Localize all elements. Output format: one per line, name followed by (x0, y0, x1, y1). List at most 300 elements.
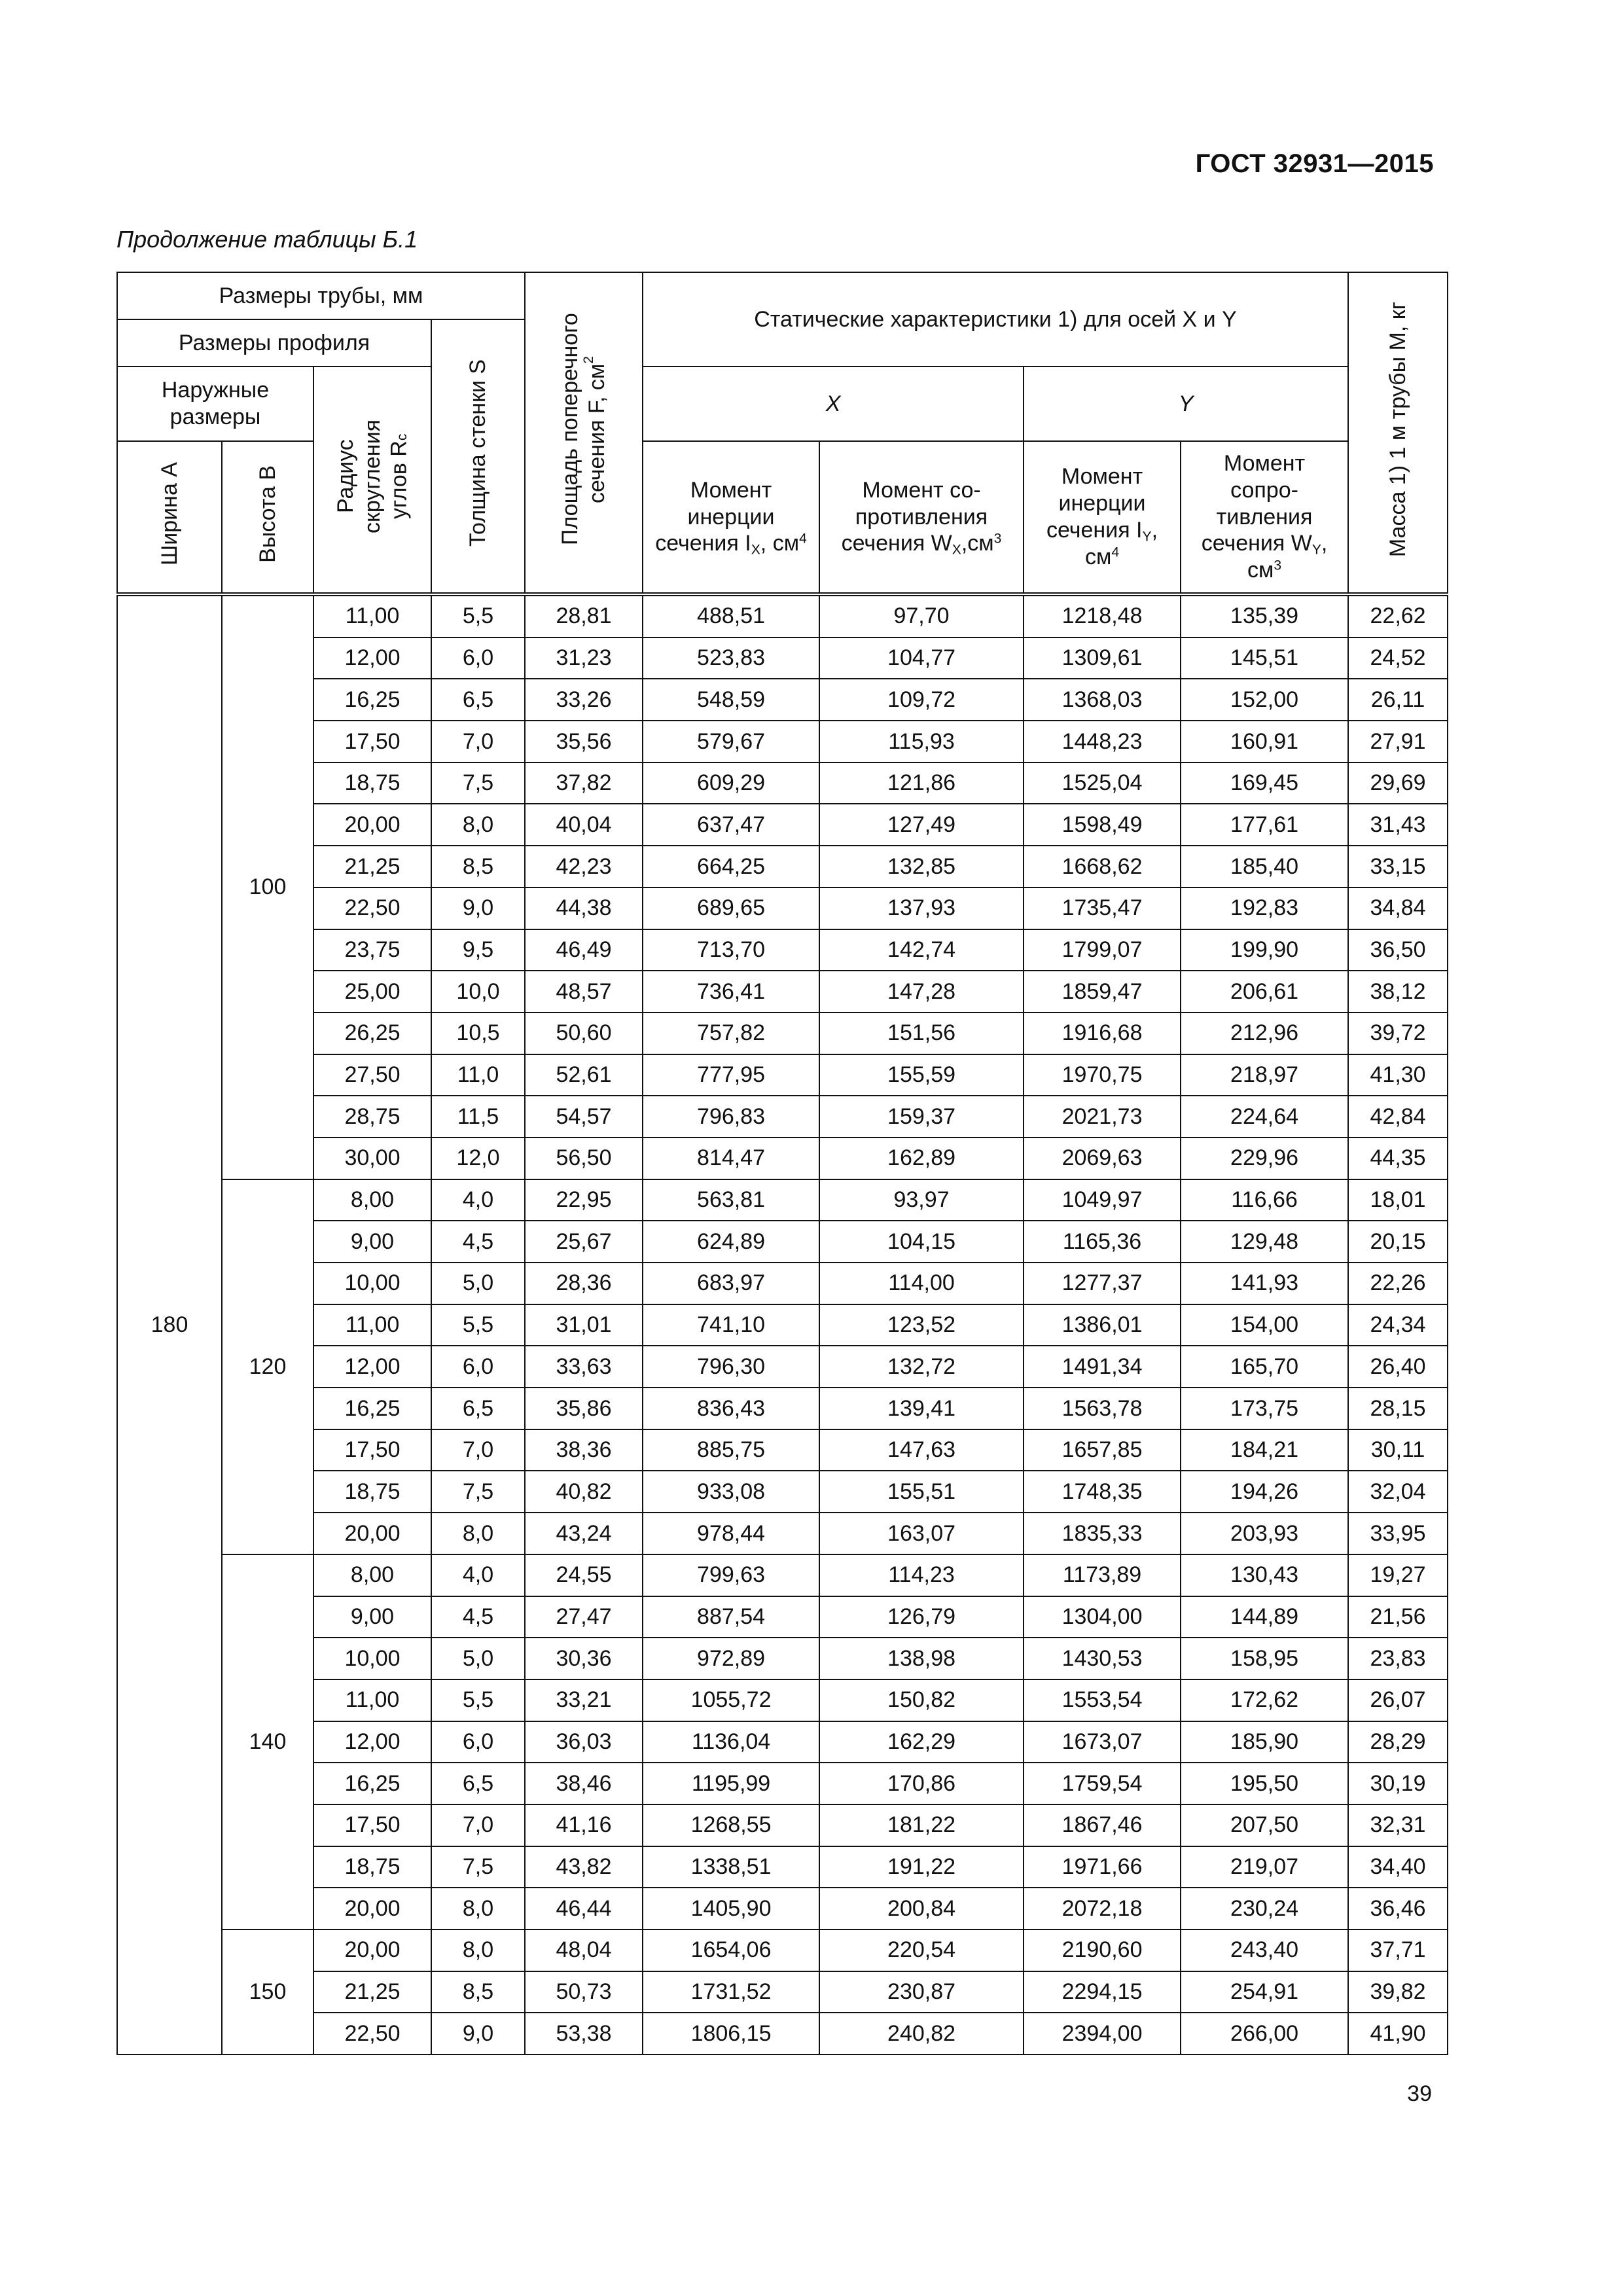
table-cell: 1136,04 (643, 1721, 819, 1763)
table-cell: 159,37 (819, 1096, 1024, 1138)
table-cell: 154,00 (1181, 1304, 1348, 1346)
cell-width-a: 180 (117, 594, 222, 2054)
table-cell: 17,50 (313, 721, 431, 762)
table-row (117, 721, 1448, 762)
table-cell: 33,21 (525, 1679, 643, 1721)
table-cell: 23,83 (1348, 1638, 1448, 1679)
header-moment-resistance-y: Момент сопро-тивления сечения $W_Y$, $см^3$ (1181, 441, 1348, 594)
table-cell: 46,44 (525, 1888, 643, 1929)
table-cell: 8,00 (313, 1179, 431, 1221)
table-cell: 37,82 (525, 762, 643, 804)
header-profile-dimensions: Размеры профиля (117, 319, 431, 367)
table-cell: 17,50 (313, 1429, 431, 1471)
table-cell: 114,23 (819, 1554, 1024, 1596)
header-corner-radius: Радиус скругления углов $R_c$ (313, 367, 431, 594)
table-row (117, 1096, 1448, 1138)
table-cell: 145,51 (1181, 637, 1348, 679)
table-cell: 34,84 (1348, 888, 1448, 929)
table-cell: 139,41 (819, 1388, 1024, 1429)
table-cell: 229,96 (1181, 1138, 1348, 1179)
table-cell: 1867,46 (1024, 1804, 1181, 1846)
table-cell: 230,24 (1181, 1888, 1348, 1929)
table-cell: 43,24 (525, 1513, 643, 1554)
table-cell: 32,04 (1348, 1471, 1448, 1513)
table-row (117, 846, 1448, 888)
table-cell: 18,01 (1348, 1179, 1448, 1221)
table-cell: 31,01 (525, 1304, 643, 1346)
table-cell: 799,63 (643, 1554, 819, 1596)
table-cell: 11,00 (313, 594, 431, 637)
table-cell: 25,00 (313, 971, 431, 1013)
table-cell: 836,43 (643, 1388, 819, 1429)
table-cell: 185,90 (1181, 1721, 1348, 1763)
table-cell: 22,50 (313, 888, 431, 929)
table-cell: 52,61 (525, 1054, 643, 1096)
table-row (117, 594, 1448, 637)
table-cell: 56,50 (525, 1138, 643, 1179)
table-cell: 1835,33 (1024, 1513, 1181, 1554)
table-cell: 933,08 (643, 1471, 819, 1513)
table-cell: 109,72 (819, 679, 1024, 721)
table-cell: 42,84 (1348, 1096, 1448, 1138)
table-cell: 609,29 (643, 762, 819, 804)
table-cell: 1491,34 (1024, 1346, 1181, 1388)
table-cell: 8,5 (431, 1971, 525, 2013)
table-cell: 11,00 (313, 1679, 431, 1721)
page-number: 39 (1407, 2081, 1432, 2106)
table-cell: 53,38 (525, 2013, 643, 2054)
table-cell: 978,44 (643, 1513, 819, 1554)
table-cell: 151,56 (819, 1013, 1024, 1054)
table-cell: 9,0 (431, 2013, 525, 2054)
table-cell: 135,39 (1181, 594, 1348, 637)
table-cell: 104,15 (819, 1221, 1024, 1263)
table-row (117, 2013, 1448, 2054)
table-cell: 44,35 (1348, 1138, 1448, 1179)
table-cell: 150,82 (819, 1679, 1024, 1721)
table-cell: 155,59 (819, 1054, 1024, 1096)
table-cell: 97,70 (819, 594, 1024, 637)
table-cell: 814,47 (643, 1138, 819, 1179)
table-header (117, 272, 1448, 594)
table-cell: 1309,61 (1024, 637, 1181, 679)
header-axis-y: Y (1024, 367, 1348, 441)
table-cell: 796,30 (643, 1346, 819, 1388)
table-cell: 41,16 (525, 1804, 643, 1846)
table-row (117, 1263, 1448, 1304)
table-cell: 683,97 (643, 1263, 819, 1304)
table-cell: 1657,85 (1024, 1429, 1181, 1471)
table-cell: 46,49 (525, 929, 643, 971)
table-cell: 26,07 (1348, 1679, 1448, 1721)
table-cell: 1195,99 (643, 1763, 819, 1804)
table-row (117, 1804, 1448, 1846)
table-cell: 1277,37 (1024, 1263, 1181, 1304)
table-cell: 29,69 (1348, 762, 1448, 804)
table-cell: 16,25 (313, 679, 431, 721)
table-cell: 22,62 (1348, 594, 1448, 637)
table-cell: 2394,00 (1024, 2013, 1181, 2054)
table-cell: 488,51 (643, 594, 819, 637)
table-cell: 28,29 (1348, 1721, 1448, 1763)
table-cell: 41,30 (1348, 1054, 1448, 1096)
table-cell: 1799,07 (1024, 929, 1181, 971)
table-cell: 10,00 (313, 1263, 431, 1304)
table-cell: 7,5 (431, 1471, 525, 1513)
cell-height-b: 150 (222, 1929, 313, 2054)
table-cell: 12,00 (313, 637, 431, 679)
table-cell: 212,96 (1181, 1013, 1348, 1054)
table-cell: 20,15 (1348, 1221, 1448, 1263)
table-cell: 1970,75 (1024, 1054, 1181, 1096)
table-cell: 1748,35 (1024, 1471, 1181, 1513)
table-cell: 9,0 (431, 888, 525, 929)
table-cell: 39,72 (1348, 1013, 1448, 1054)
table-row (117, 1513, 1448, 1554)
table-cell: 50,60 (525, 1013, 643, 1054)
table-cell: 8,0 (431, 1929, 525, 1971)
table-cell: 34,40 (1348, 1846, 1448, 1888)
table-cell: 757,82 (643, 1013, 819, 1054)
table-cell: 230,87 (819, 1971, 1024, 2013)
table-cell: 192,83 (1181, 888, 1348, 929)
table-cell: 17,50 (313, 1804, 431, 1846)
table-cell: 20,00 (313, 804, 431, 846)
table-cell: 18,75 (313, 1471, 431, 1513)
table-cell: 36,50 (1348, 929, 1448, 971)
table-cell: 126,79 (819, 1596, 1024, 1638)
table-cell: 4,0 (431, 1554, 525, 1596)
table-cell: 172,62 (1181, 1679, 1348, 1721)
table-cell: 18,75 (313, 762, 431, 804)
table-cell: 796,83 (643, 1096, 819, 1138)
table-cell: 152,00 (1181, 679, 1348, 721)
table-row (117, 1554, 1448, 1596)
table-cell: 563,81 (643, 1179, 819, 1221)
table-cell: 887,54 (643, 1596, 819, 1638)
table-cell: 1859,47 (1024, 971, 1181, 1013)
table-cell: 40,04 (525, 804, 643, 846)
table-cell: 43,82 (525, 1846, 643, 1888)
table-cell: 1735,47 (1024, 888, 1181, 929)
table-cell: 173,75 (1181, 1388, 1348, 1429)
table-cell: 144,89 (1181, 1596, 1348, 1638)
table-cell: 1553,54 (1024, 1679, 1181, 1721)
table-cell: 20,00 (313, 1888, 431, 1929)
table-cell: 185,40 (1181, 846, 1348, 888)
table-cell: 689,65 (643, 888, 819, 929)
table-cell: 121,86 (819, 762, 1024, 804)
table-cell: 1654,06 (643, 1929, 819, 1971)
table-cell: 33,95 (1348, 1513, 1448, 1554)
table-cell: 624,89 (643, 1221, 819, 1263)
table-cell: 10,00 (313, 1638, 431, 1679)
table-cell: 48,57 (525, 971, 643, 1013)
table-cell: 162,29 (819, 1721, 1024, 1763)
table-cell: 254,91 (1181, 1971, 1348, 2013)
table-cell: 24,55 (525, 1554, 643, 1596)
table-cell: 240,82 (819, 2013, 1024, 2054)
table-cell: 115,93 (819, 721, 1024, 762)
table-cell: 155,51 (819, 1471, 1024, 1513)
table-cell: 2072,18 (1024, 1888, 1181, 1929)
table-cell: 777,95 (643, 1054, 819, 1096)
table-cell: 266,00 (1181, 2013, 1348, 2054)
table-cell: 219,07 (1181, 1846, 1348, 1888)
table-cell: 1448,23 (1024, 721, 1181, 762)
table-cell: 1916,68 (1024, 1013, 1181, 1054)
header-static-characteristics: Статические характеристики 1) для осей X и Y (643, 272, 1348, 367)
table-cell: 1368,03 (1024, 679, 1181, 721)
table-cell: 138,98 (819, 1638, 1024, 1679)
table-cell: 713,70 (643, 929, 819, 971)
table-cell: 8,0 (431, 1888, 525, 1929)
table-cell: 12,00 (313, 1721, 431, 1763)
table-cell: 123,52 (819, 1304, 1024, 1346)
table-cell: 18,75 (313, 1846, 431, 1888)
table-cell: 93,97 (819, 1179, 1024, 1221)
table-cell: 40,82 (525, 1471, 643, 1513)
table-cell: 12,0 (431, 1138, 525, 1179)
table-cell: 20,00 (313, 1513, 431, 1554)
table-cell: 38,12 (1348, 971, 1448, 1013)
table-cell: 1806,15 (643, 2013, 819, 2054)
header-height-b: Высота B (222, 441, 313, 594)
table-row (117, 1971, 1448, 2013)
table-cell: 1731,52 (643, 1971, 819, 2013)
table-cell: 132,85 (819, 846, 1024, 888)
header-axis-x: X (643, 367, 1024, 441)
table-cell: 548,59 (643, 679, 819, 721)
table-cell: 6,0 (431, 1721, 525, 1763)
table-cell: 21,25 (313, 846, 431, 888)
table-cell: 8,0 (431, 1513, 525, 1554)
header-width-a: Ширина A (117, 441, 222, 594)
table-cell: 31,23 (525, 637, 643, 679)
table-cell: 27,91 (1348, 721, 1448, 762)
table-cell: 177,61 (1181, 804, 1348, 846)
table-cell: 158,95 (1181, 1638, 1348, 1679)
table-row (117, 637, 1448, 679)
table-cell: 42,23 (525, 846, 643, 888)
table-cell: 4,0 (431, 1179, 525, 1221)
header-moment-resistance-x: Момент со-противления сечения $W_X,см^3$ (819, 441, 1024, 594)
table-cell: 1304,00 (1024, 1596, 1181, 1638)
table-cell: 6,0 (431, 637, 525, 679)
table-cell: 7,0 (431, 1429, 525, 1471)
table-cell: 22,26 (1348, 1263, 1448, 1304)
table-row (117, 1679, 1448, 1721)
table-cell: 1598,49 (1024, 804, 1181, 846)
table-row (117, 1638, 1448, 1679)
table-row (117, 929, 1448, 971)
table-cell: 104,77 (819, 637, 1024, 679)
table-cell: 132,72 (819, 1346, 1024, 1388)
table-cell: 21,56 (1348, 1596, 1448, 1638)
table-cell: 11,00 (313, 1304, 431, 1346)
table-cell: 141,93 (1181, 1263, 1348, 1304)
table-row (117, 1929, 1448, 1971)
table-cell: 32,31 (1348, 1804, 1448, 1846)
table-row (117, 1346, 1448, 1388)
table-row (117, 1596, 1448, 1638)
table-cell: 9,5 (431, 929, 525, 971)
table-cell: 114,00 (819, 1263, 1024, 1304)
table-cell: 1055,72 (643, 1679, 819, 1721)
table-cell: 579,67 (643, 721, 819, 762)
table-row (117, 888, 1448, 929)
table-cell: 972,89 (643, 1638, 819, 1679)
table-cell: 1338,51 (643, 1846, 819, 1888)
table-row (117, 1221, 1448, 1263)
table-cell: 5,5 (431, 594, 525, 637)
table-cell: 184,21 (1181, 1429, 1348, 1471)
table-cell: 203,93 (1181, 1513, 1348, 1554)
table-cell: 11,5 (431, 1096, 525, 1138)
table-cell: 36,46 (1348, 1888, 1448, 1929)
table-cell: 7,0 (431, 721, 525, 762)
table-cell: 8,00 (313, 1554, 431, 1596)
table-body (117, 594, 1448, 2054)
table-cell: 6,5 (431, 1763, 525, 1804)
table-cell: 12,00 (313, 1346, 431, 1388)
table-cell: 36,03 (525, 1721, 643, 1763)
table-row (117, 1763, 1448, 1804)
table-cell: 169,45 (1181, 762, 1348, 804)
table-cell: 224,64 (1181, 1096, 1348, 1138)
table-cell: 4,5 (431, 1596, 525, 1638)
table-cell: 2069,63 (1024, 1138, 1181, 1179)
table-row (117, 1429, 1448, 1471)
table-cell: 7,5 (431, 762, 525, 804)
header-outer-dimensions: Наружные размеры (117, 367, 313, 441)
table-cell: 35,86 (525, 1388, 643, 1429)
table-cell: 6,5 (431, 679, 525, 721)
table-cell: 30,00 (313, 1138, 431, 1179)
table-row (117, 971, 1448, 1013)
document-standard: ГОСТ 32931—2015 (1195, 149, 1434, 178)
table-cell: 1563,78 (1024, 1388, 1181, 1429)
table-cell: 195,50 (1181, 1763, 1348, 1804)
table-cell: 147,63 (819, 1429, 1024, 1471)
table-caption: Продолжение таблицы Б.1 (116, 226, 418, 253)
table-cell: 2021,73 (1024, 1096, 1181, 1138)
table-cell: 2190,60 (1024, 1929, 1181, 1971)
table-cell: 33,15 (1348, 846, 1448, 888)
cell-height-b: 120 (222, 1179, 313, 1554)
table-cell: 116,66 (1181, 1179, 1348, 1221)
table-cell: 38,46 (525, 1763, 643, 1804)
table-cell: 27,47 (525, 1596, 643, 1638)
table-cell: 25,67 (525, 1221, 643, 1263)
table-cell: 35,56 (525, 721, 643, 762)
table-cell: 1218,48 (1024, 594, 1181, 637)
table-cell: 170,86 (819, 1763, 1024, 1804)
table-row (117, 1888, 1448, 1929)
table-cell: 22,50 (313, 2013, 431, 2054)
cell-height-b: 140 (222, 1554, 313, 1929)
table-cell: 39,82 (1348, 1971, 1448, 2013)
table-cell: 523,83 (643, 637, 819, 679)
table-row (117, 1138, 1448, 1179)
table-row (117, 1388, 1448, 1429)
table-cell: 741,10 (643, 1304, 819, 1346)
table-cell: 130,43 (1181, 1554, 1348, 1596)
table-cell: 1386,01 (1024, 1304, 1181, 1346)
table-row (117, 1304, 1448, 1346)
table-cell: 1268,55 (643, 1804, 819, 1846)
table-cell: 142,74 (819, 929, 1024, 971)
header-wall-thickness: Толщина стенки S (431, 319, 525, 594)
table-cell: 24,34 (1348, 1304, 1448, 1346)
table-cell: 736,41 (643, 971, 819, 1013)
table-cell: 1405,90 (643, 1888, 819, 1929)
table-cell: 6,0 (431, 1346, 525, 1388)
table-cell: 24,52 (1348, 637, 1448, 679)
table-cell: 885,75 (643, 1429, 819, 1471)
table-row (117, 1054, 1448, 1096)
table-cell: 28,15 (1348, 1388, 1448, 1429)
header-pipe-dimensions: Размеры трубы, мм (117, 272, 525, 319)
header-moment-inertia-x: Момент инерции сечения $I_X$, $см^4$ (643, 441, 819, 594)
table-cell: 33,63 (525, 1346, 643, 1388)
table-cell: 5,5 (431, 1304, 525, 1346)
table-cell: 30,36 (525, 1638, 643, 1679)
table-cell: 220,54 (819, 1929, 1024, 1971)
table-cell: 218,97 (1181, 1054, 1348, 1096)
table-cell: 28,36 (525, 1263, 643, 1304)
table-row (117, 1721, 1448, 1763)
table-cell: 30,11 (1348, 1429, 1448, 1471)
table-cell: 41,90 (1348, 2013, 1448, 2054)
table-row (117, 804, 1448, 846)
table-row (117, 1179, 1448, 1221)
table-cell: 9,00 (313, 1221, 431, 1263)
table-cell: 137,93 (819, 888, 1024, 929)
table-cell: 30,19 (1348, 1763, 1448, 1804)
table-cell: 206,61 (1181, 971, 1348, 1013)
table-row (117, 1471, 1448, 1513)
table-cell: 20,00 (313, 1929, 431, 1971)
table-cell: 33,26 (525, 679, 643, 721)
table-cell: 26,25 (313, 1013, 431, 1054)
table-cell: 147,28 (819, 971, 1024, 1013)
table-cell: 1668,62 (1024, 846, 1181, 888)
table-cell: 194,26 (1181, 1471, 1348, 1513)
table-cell: 637,47 (643, 804, 819, 846)
table-cell: 181,22 (819, 1804, 1024, 1846)
table-cell: 5,0 (431, 1638, 525, 1679)
table-cell: 1673,07 (1024, 1721, 1181, 1763)
table-cell: 163,07 (819, 1513, 1024, 1554)
table-cell: 50,73 (525, 1971, 643, 2013)
table-cell: 37,71 (1348, 1929, 1448, 1971)
table-cell: 26,11 (1348, 679, 1448, 721)
table-cell: 9,00 (313, 1596, 431, 1638)
table-cell: 44,38 (525, 888, 643, 929)
table-cell: 1525,04 (1024, 762, 1181, 804)
table-cell: 27,50 (313, 1054, 431, 1096)
table-cell: 199,90 (1181, 929, 1348, 971)
table-cell: 7,5 (431, 1846, 525, 1888)
table-cell: 16,25 (313, 1763, 431, 1804)
table-cell: 165,70 (1181, 1346, 1348, 1388)
table-cell: 162,89 (819, 1138, 1024, 1179)
table-row (117, 762, 1448, 804)
table-cell: 127,49 (819, 804, 1024, 846)
table-cell: 8,5 (431, 846, 525, 888)
table-cell: 2294,15 (1024, 1971, 1181, 2013)
